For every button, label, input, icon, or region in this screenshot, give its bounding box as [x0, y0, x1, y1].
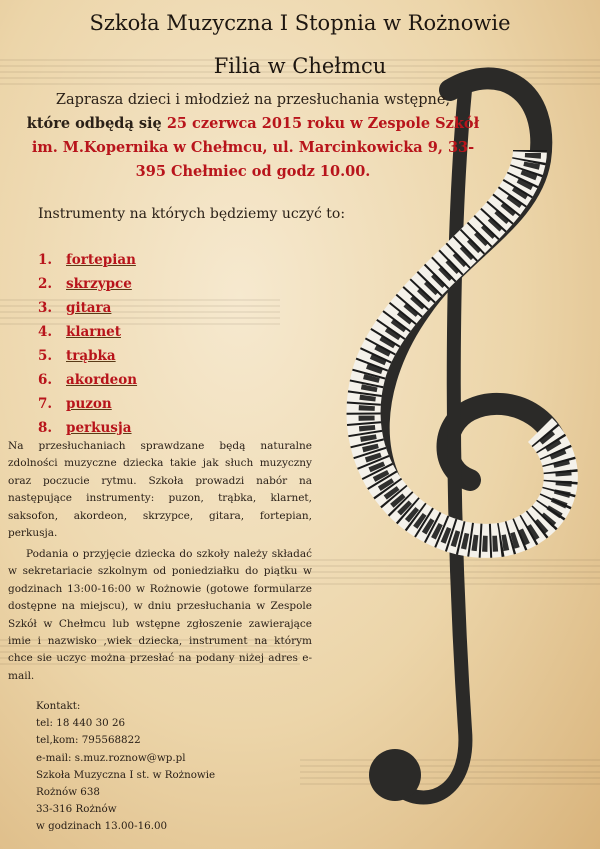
contact-phone: tel: 18 440 30 26: [36, 717, 126, 730]
contact-label: Kontakt:: [36, 700, 81, 712]
instruments-heading: Instrumenty na których będziemy uczyć to:: [38, 206, 346, 222]
invitation-part2: które odbędą się: [26, 115, 167, 132]
list-item: 1. fortepian: [38, 252, 136, 268]
list-item: 5. trąbka: [38, 348, 116, 364]
contact-email: e-mail: s.muz.roznow@wp.pl: [36, 751, 186, 764]
event-details: 25 czerwca 2015 roku w Zespole Szkół im. M.Kopernika w Chełmcu, ul. Marcinkowicka 9, 33-395 Chełmiec od godz 10.00.: [31, 115, 480, 180]
application-info-paragraph: Podania o przyjęcie dziecka do szkoły należy składać w sekretariacie szkolnym od poniedziałku do piątku w godzinach 13:00-16:00 w Rożnowie (gotowe formularze dostępne na miejscu), w dniu przesłuchania w Zespole Szkół w Chełmcu lub wstępne zgłoszenie zawierające imie i nazwisko ,wiek dziecka, instrument na którym chce sie uczyc można przesłać na podany niżej adres e-mail.: [8, 548, 312, 682]
instrument-list: [38, 248, 137, 440]
list-item: 6. akordeon: [38, 372, 138, 388]
list-item: 2. skrzypce: [38, 276, 132, 292]
invitation-text: [18, 89, 488, 184]
list-item: 7. puzon: [38, 396, 112, 412]
contact-hours: w godzinach 13.00-16.00: [36, 820, 168, 833]
contact-postal: 33-316 Rożnów: [36, 803, 117, 816]
audition-info-paragraph: Na przesłuchaniach sprawdzane będą naturalne zdolności muzyczne dziecka takie jak słuch muzyczny oraz poczucie rytmu. Szkoła prowadzi nabór na następujące instrumenty: puzon, trąbka, klarnet, saksofon, akordeon, skrzypce, gitara, fortepian, perkusja.: [8, 440, 312, 540]
contact-mobile: tel,kom: 795568822: [36, 734, 141, 747]
contact-street: Rożnów 638: [36, 786, 100, 799]
list-item: 3. gitara: [38, 300, 112, 316]
contact-school: Szkoła Muzyczna I st. w Rożnowie: [36, 768, 216, 781]
contact-block: [36, 698, 215, 836]
branch-subtitle: Filia w Chełmcu: [213, 54, 387, 78]
invitation-part1: Zaprasza dzieci i młodzież na przesłuchania wstępne,: [55, 92, 451, 108]
school-title: Szkoła Muzyczna I Stopnia w Rożnowie: [89, 11, 511, 35]
list-item: 8. perkusja: [38, 420, 132, 436]
list-item: 4. klarnet: [38, 324, 121, 340]
